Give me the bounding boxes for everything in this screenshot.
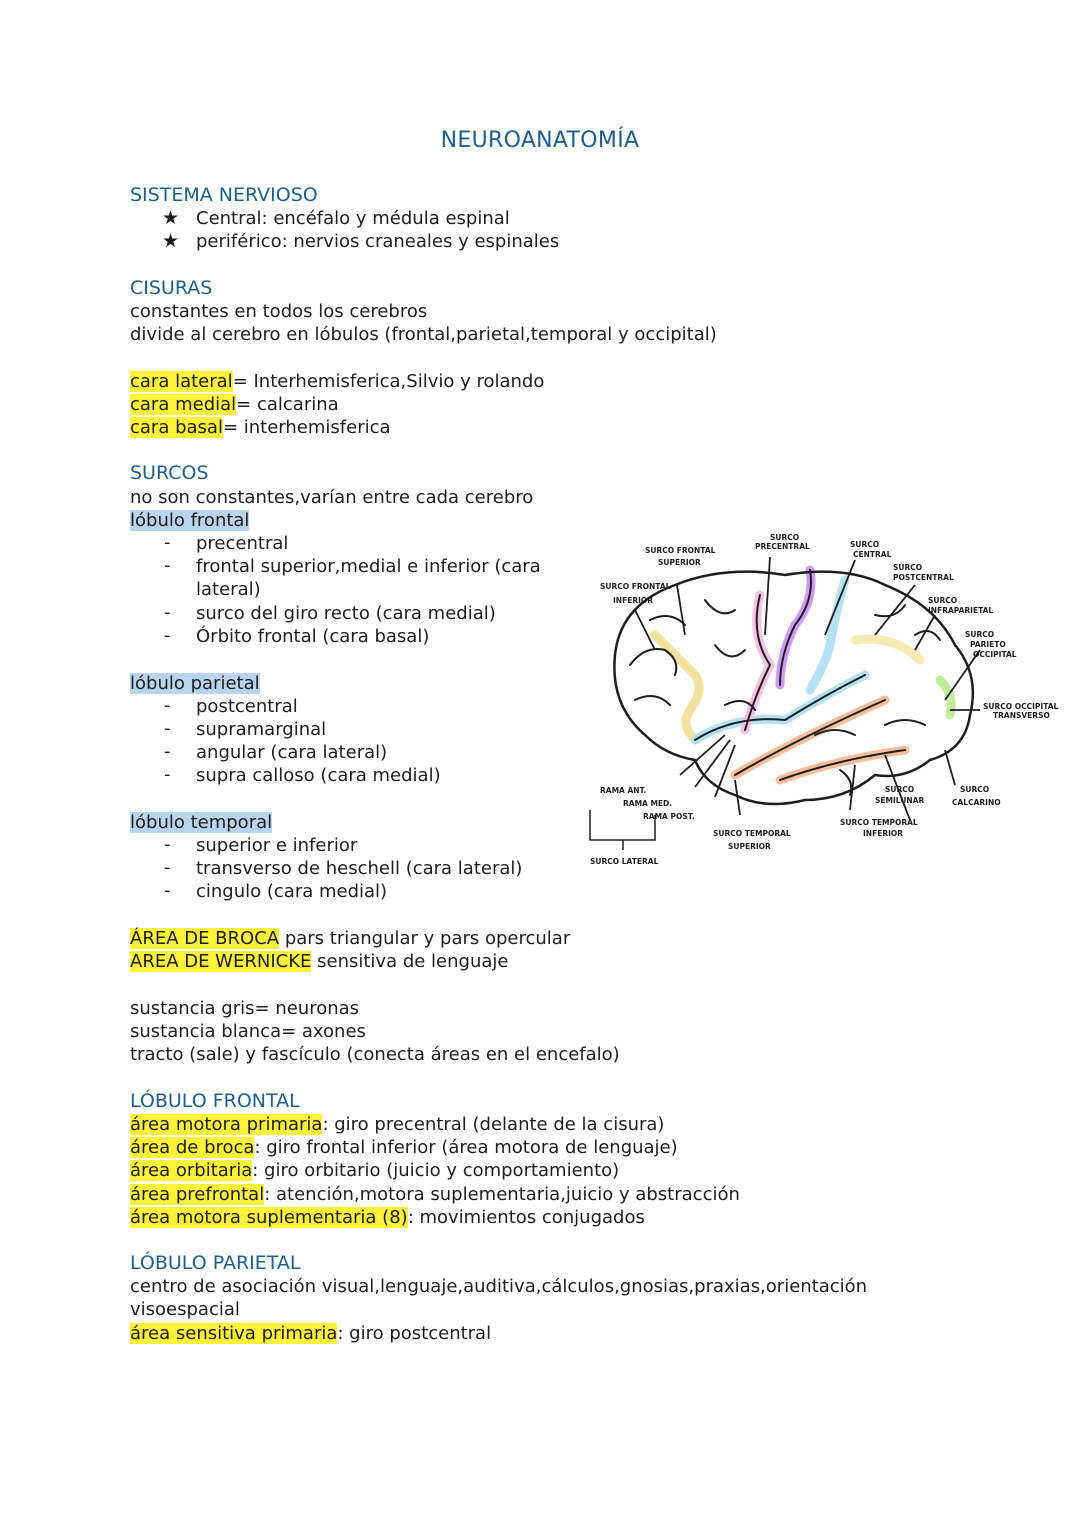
list-item: postcentral — [196, 696, 298, 717]
list-item: cingulo (cara medial) — [196, 881, 388, 902]
list-item: lateral) — [196, 579, 261, 600]
dash-bullet: - — [164, 718, 171, 739]
section-heading-cisuras: CISURAS — [130, 277, 213, 299]
label-temporal-inferior: INFERIOR — [863, 829, 904, 838]
label-surco-postcentral: SURCO — [893, 563, 923, 572]
highlight-term: área orbitaria — [130, 1160, 253, 1181]
list-item: supra calloso (cara medial) — [196, 765, 441, 786]
label-infraparietal: INFRAPARIETAL — [928, 606, 994, 615]
sulcus-frontal-highlight — [655, 635, 699, 740]
label-surco-central: SURCO — [850, 540, 880, 549]
label-frontal-superior: SUPERIOR — [658, 558, 701, 567]
label-surco-lateral: SURCO LATERAL — [590, 857, 659, 866]
label-semilunar: SEMILUNAR — [875, 796, 925, 805]
label-calcarino: SURCO — [960, 785, 990, 794]
label-surco-precentral: SURCO — [770, 533, 800, 542]
highlight-term: ÁREA DE BROCA — [130, 928, 280, 949]
list-item: transverso de heschell (cara lateral) — [196, 858, 523, 879]
dash-bullet: - — [164, 602, 171, 623]
label-frontal-superior: SURCO FRONTAL — [645, 546, 716, 555]
list-item: supramarginal — [196, 719, 327, 740]
sulcus-infraparietal-highlight — [855, 639, 920, 660]
text-line: área prefrontal: atención,motora suplementaria,juicio y abstracción — [130, 1184, 740, 1205]
label-frontal-inferior: SURCO FRONTAL — [600, 582, 671, 591]
label-occipital-transverso: TRANSVERSO — [993, 711, 1050, 720]
label-frontal-inferior: INFERIOR — [613, 596, 654, 605]
label-parieto-occipital: SURCO — [965, 630, 995, 639]
label-rama-ant: RAMA ANT. — [600, 786, 647, 795]
section-heading-lobulo-frontal: LÓBULO FRONTAL — [130, 1090, 300, 1112]
text-line: ÁREA DE BROCA pars triangular y pars opercular — [130, 928, 571, 949]
text-line: cara basal= interhemisferica — [130, 417, 391, 438]
highlight-term: área prefrontal — [130, 1184, 265, 1205]
star-bullet-icon: ★ — [162, 230, 180, 252]
label-semilunar: SURCO — [885, 785, 915, 794]
dash-bullet: - — [164, 764, 171, 785]
text-line: divide al cerebro en lóbulos (frontal,parietal,temporal y occipital) — [130, 324, 717, 345]
dash-bullet: - — [164, 741, 171, 762]
page-title: NEUROANATOMÍA — [440, 128, 640, 153]
dash-bullet: - — [164, 695, 171, 716]
text-line: área motora suplementaria (8): movimientos conjugados — [130, 1207, 645, 1228]
list-item: superior e inferior — [196, 835, 358, 856]
text-line: constantes en todos los cerebros — [130, 301, 428, 322]
highlight-term: área de broca — [130, 1137, 255, 1158]
highlight-term: cara medial — [130, 394, 237, 415]
lobe-label: lóbulo temporal — [130, 812, 273, 833]
brain-sulci-diagram — [585, 525, 1065, 875]
label-parieto-occipital: PARIETO — [970, 640, 1006, 649]
text-line: área motora primaria: giro precentral (delante de la cisura) — [130, 1114, 665, 1135]
label-infraparietal: SURCO — [928, 596, 958, 605]
label-parieto-occipital: OCCIPITAL — [973, 650, 1017, 659]
highlight-term: área motora primaria — [130, 1114, 323, 1135]
dash-bullet: - — [164, 532, 171, 553]
label-temporal-inferior: SURCO TEMPORAL — [840, 818, 918, 827]
star-bullet-icon: ★ — [162, 207, 180, 229]
highlight-term: área motora suplementaria (8) — [130, 1207, 408, 1228]
text-line: centro de asociación visual,lenguaje,auditiva,cálculos,gnosias,praxias,orientación — [130, 1276, 868, 1297]
dash-bullet: - — [164, 880, 171, 901]
sulcus-occipital-highlight — [940, 680, 951, 715]
lobe-label: lóbulo parietal — [130, 673, 260, 694]
text-line: sustancia blanca= axones — [130, 1021, 366, 1042]
text-line: cara medial= calcarina — [130, 394, 339, 415]
section-heading-lobulo-parietal: LÓBULO PARIETAL — [130, 1252, 301, 1274]
list-item: Órbito frontal (cara basal) — [196, 626, 430, 647]
text-line: área sensitiva primaria: giro postcentral — [130, 1323, 492, 1344]
label-calcarino: CALCARINO — [952, 798, 1001, 807]
dash-bullet: - — [164, 857, 171, 878]
highlight-term: área sensitiva primaria — [130, 1323, 338, 1344]
label-temporal-superior: SURCO TEMPORAL — [713, 829, 791, 838]
list-item: frontal superior,medial e inferior (cara — [196, 556, 541, 577]
label-occipital-transverso: SURCO OCCIPITAL — [983, 702, 1059, 711]
section-heading-surcos: SURCOS — [130, 462, 209, 484]
label-temporal-superior: SUPERIOR — [728, 842, 771, 851]
label-surco-postcentral: POSTCENTRAL — [893, 573, 954, 582]
lobe-label: lóbulo frontal — [130, 510, 250, 531]
list-item: surco del giro recto (cara medial) — [196, 603, 496, 624]
highlight-term: cara basal — [130, 417, 223, 438]
highlight-term: AREA DE WERNICKE — [130, 951, 312, 972]
label-surco-precentral: PRECENTRAL — [755, 542, 810, 551]
list-item: angular (cara lateral) — [196, 742, 388, 763]
sulcus-central-highlight — [780, 570, 811, 685]
list-item: Central: encéfalo y médula espinal — [196, 208, 510, 229]
dash-bullet: - — [164, 834, 171, 855]
list-item: periférico: nervios craneales y espinales — [196, 231, 560, 252]
text-line: no son constantes,varían entre cada cerebro — [130, 487, 534, 508]
label-surco-central: CENTRAL — [853, 550, 892, 559]
sulcus-temporal-sup-highlight — [735, 700, 885, 775]
text-line: tracto (sale) y fascículo (conecta áreas en el encefalo) — [130, 1044, 620, 1065]
section-heading-sistema: SISTEMA NERVIOSO — [130, 184, 318, 206]
text-line: área de broca: giro frontal inferior (área motora de lenguaje) — [130, 1137, 678, 1158]
text-line: visoespacial — [130, 1299, 240, 1320]
dash-bullet: - — [164, 625, 171, 646]
text-line: cara lateral= Interhemisferica,Silvio y rolando — [130, 371, 545, 392]
brain-outline — [614, 572, 972, 804]
highlight-term: cara lateral — [130, 371, 233, 392]
list-item: precentral — [196, 533, 289, 554]
label-rama-post: RAMA POST. — [643, 812, 695, 821]
text-line: AREA DE WERNICKE sensitiva de lenguaje — [130, 951, 509, 972]
label-rama-med: RAMA MED. — [623, 799, 673, 808]
dash-bullet: - — [164, 555, 171, 576]
text-line: sustancia gris= neuronas — [130, 998, 360, 1019]
text-line: área orbitaria: giro orbitario (juicio y comportamiento) — [130, 1160, 620, 1181]
